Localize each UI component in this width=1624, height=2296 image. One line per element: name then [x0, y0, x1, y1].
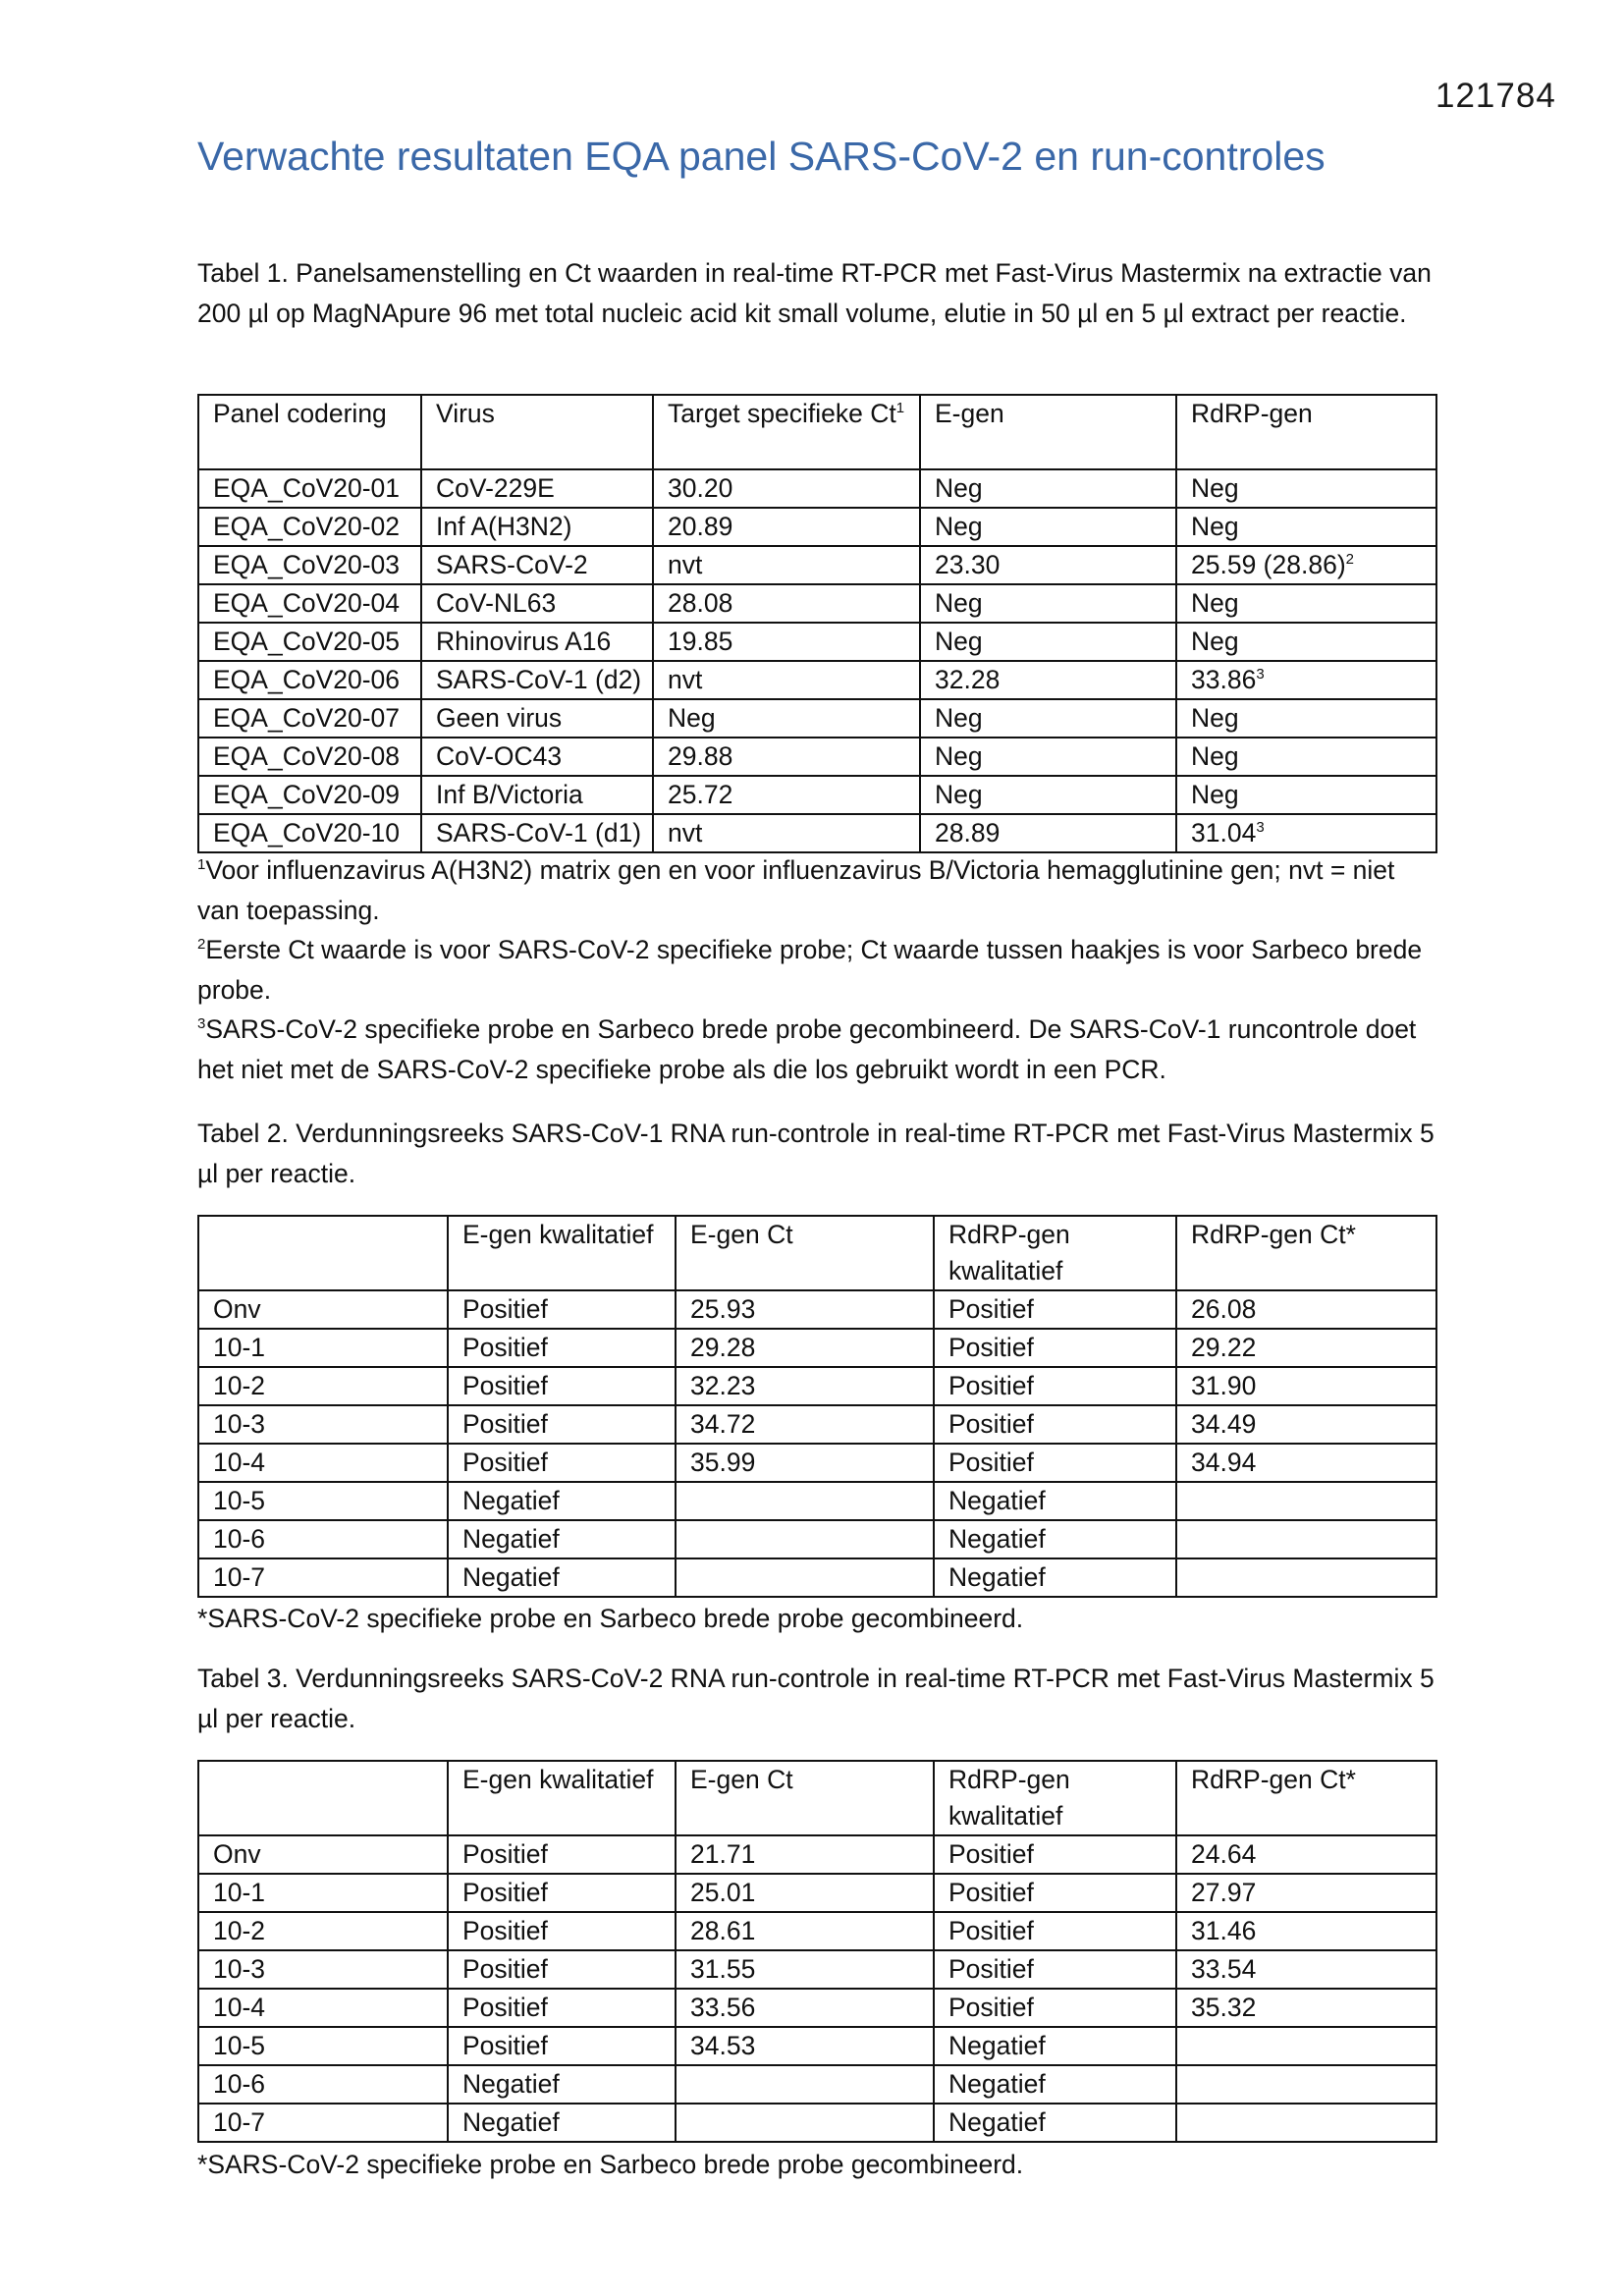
table-cell: Neg: [920, 738, 1176, 776]
table-cell: Rhinovirus A16: [421, 623, 653, 661]
table-row: [198, 1950, 1436, 1989]
table-cell: 10-2: [198, 1912, 448, 1950]
table-cell: 10-3: [198, 1405, 448, 1444]
table-cell: 28.08: [653, 584, 920, 623]
table-cell: [676, 1482, 934, 1520]
table-cell: 10-1: [198, 1329, 448, 1367]
table-cell: [1176, 1482, 1436, 1520]
footnote-ref: 3: [1256, 666, 1265, 683]
table-cell: 23.30: [920, 546, 1176, 584]
table3-caption: Tabel 3. Verdunningsreeks SARS-CoV-2 RNA run-controle in real-time RT-PCR met Fast-Virus Mastermix 5 µl per reactie.: [197, 1664, 1435, 1733]
table-cell: [676, 1558, 934, 1597]
table1-header-cell: Target specifieke Ct$^1$: [653, 395, 920, 469]
table-cell: 34.53: [676, 2027, 934, 2065]
doc-number: 121784: [1435, 77, 1556, 115]
footnote-ref: 3: [1256, 819, 1265, 836]
table-cell: 25.59 $(28.86)^2$: [1176, 546, 1436, 584]
table-cell: [1176, 2065, 1436, 2104]
table-cell: Inf A(H3N2): [421, 508, 653, 546]
table-cell: 10-6: [198, 1520, 448, 1558]
table-cell: Positief: [934, 1989, 1176, 2027]
table3-header-cell: E-gen kwalitatief: [448, 1761, 676, 1835]
table2-header-cell: [198, 1216, 448, 1290]
table1-header-cell: E-gen: [920, 395, 1176, 469]
table-cell: Positief: [934, 1444, 1176, 1482]
table-cell: EQA_CoV20-06: [198, 661, 421, 699]
table-cell: Neg: [1176, 508, 1436, 546]
table-cell: [1176, 2027, 1436, 2065]
table-cell: 10-5: [198, 1482, 448, 1520]
table-cell: Positief: [934, 1835, 1176, 1874]
table-cell: Onv: [198, 1290, 448, 1329]
table-cell: Positief: [934, 1290, 1176, 1329]
table-cell: Positief: [934, 1367, 1176, 1405]
table-cell: 29.88: [653, 738, 920, 776]
table-cell: Neg: [1176, 699, 1436, 738]
footnote-2: $^2$Eerste Ct waarde is voor SARS-CoV-2 specifieke probe; Ct waarde tussen haakjes is voor Sarbeco brede probe.: [197, 935, 1423, 1005]
table-row: [198, 1912, 1436, 1950]
table-cell: nvt: [653, 814, 920, 852]
table-cell: Positief: [934, 1912, 1176, 1950]
table-cell: CoV-229E: [421, 469, 653, 508]
table-cell: 27.97: [1176, 1874, 1436, 1912]
table-cell: [676, 2065, 934, 2104]
table-cell: 25.72: [653, 776, 920, 814]
table-cell: Positief: [448, 1444, 676, 1482]
table1-header-cell: Panel codering: [198, 395, 421, 469]
table-cell: 10-5: [198, 2027, 448, 2065]
page-title: Verwachte resultaten EQA panel SARS-CoV-2 en run-controles: [197, 134, 1326, 179]
table-row: [198, 2065, 1436, 2104]
table-cell: Neg: [920, 469, 1176, 508]
table1: [197, 394, 1437, 853]
table-cell: 32.28: [920, 661, 1176, 699]
table-cell: 24.64: [1176, 1835, 1436, 1874]
table-row: [198, 814, 1436, 852]
table-cell: Neg: [920, 508, 1176, 546]
table-cell: CoV-NL63: [421, 584, 653, 623]
table3-header-cell: E-gen Ct: [676, 1761, 934, 1835]
table-cell: 25.01: [676, 1874, 934, 1912]
table-cell: Positief: [934, 1874, 1176, 1912]
table-cell: 10-7: [198, 2104, 448, 2142]
table-cell: SARS-CoV-2: [421, 546, 653, 584]
table-row: [198, 1482, 1436, 1520]
table-cell: Negatief: [448, 2104, 676, 2142]
table-row: [198, 508, 1436, 546]
table-row: [198, 546, 1436, 584]
table-cell: EQA_CoV20-09: [198, 776, 421, 814]
footnote-mark: 1: [197, 856, 206, 873]
table-row: [198, 469, 1436, 508]
footnote-1: $^1$Voor influenzavirus A(H3N2) matrix gen en voor influenzavirus B/Victoria hemagglutinine gen; nvt = niet van toepassing.: [197, 855, 1395, 925]
table-cell: 10-2: [198, 1367, 448, 1405]
table-cell: Neg: [920, 623, 1176, 661]
table-row: [198, 2104, 1436, 2142]
table-row: [198, 1558, 1436, 1597]
table-row: [198, 1405, 1436, 1444]
table-row: [198, 1367, 1436, 1405]
table-cell: Positief: [448, 1912, 676, 1950]
table-row: [198, 1874, 1436, 1912]
table-cell: 19.85: [653, 623, 920, 661]
table-cell: EQA_CoV20-02: [198, 508, 421, 546]
table-cell: Neg: [1176, 738, 1436, 776]
table-cell: Positief: [448, 1835, 676, 1874]
table-cell: 21.71: [676, 1835, 934, 1874]
table-cell: Neg: [1176, 469, 1436, 508]
table-cell: 35.99: [676, 1444, 934, 1482]
table-cell: 26.08: [1176, 1290, 1436, 1329]
table-row: [198, 1989, 1436, 2027]
table-cell: Neg: [653, 699, 920, 738]
table-cell: [1176, 1520, 1436, 1558]
table-cell: 25.93: [676, 1290, 934, 1329]
table-cell: 20.89: [653, 508, 920, 546]
table-cell: 28.61: [676, 1912, 934, 1950]
table-row: [198, 2027, 1436, 2065]
footnote-ref: 2: [1345, 551, 1354, 568]
table-cell: 10-4: [198, 1989, 448, 2027]
table-cell: 33.56: [676, 1989, 934, 2027]
table2-header-cell: RdRP-gen Ct*: [1176, 1216, 1436, 1290]
table-cell: Positief: [448, 1367, 676, 1405]
table3-footnote: *SARS-CoV-2 specifieke probe en Sarbeco brede probe gecombineerd.: [197, 2150, 1024, 2179]
footnote-ref: 1: [895, 400, 905, 416]
table-cell: EQA_CoV20-07: [198, 699, 421, 738]
table-cell: 31.04$^3$: [1176, 814, 1436, 852]
table-cell: SARS-CoV-1 (d1): [421, 814, 653, 852]
table2-header-cell: E-gen Ct: [676, 1216, 934, 1290]
table-cell: Negatief: [448, 2065, 676, 2104]
table-cell: 33.54: [1176, 1950, 1436, 1989]
table-cell: EQA_CoV20-08: [198, 738, 421, 776]
table-row: [198, 1835, 1436, 1874]
table-cell: Positief: [448, 1874, 676, 1912]
table-cell: Neg: [1176, 623, 1436, 661]
footnote-mark: 2: [197, 936, 206, 953]
table-cell: CoV-OC43: [421, 738, 653, 776]
table3: [197, 1760, 1437, 2143]
table-cell: 10-6: [198, 2065, 448, 2104]
table-cell: Positief: [448, 1950, 676, 1989]
table-cell: Negatief: [934, 1520, 1176, 1558]
table-row: [198, 623, 1436, 661]
footnote-mark: 3: [197, 1015, 206, 1032]
table-cell: Neg: [920, 584, 1176, 623]
table-cell: Negatief: [934, 1558, 1176, 1597]
table-cell: EQA_CoV20-03: [198, 546, 421, 584]
table3-header-cell: RdRP-gen Ct*: [1176, 1761, 1436, 1835]
table-cell: Positief: [934, 1329, 1176, 1367]
table-cell: SARS-CoV-1 (d2): [421, 661, 653, 699]
table-cell: Positief: [934, 1405, 1176, 1444]
table-cell: Neg: [1176, 584, 1436, 623]
table-row: [198, 1290, 1436, 1329]
table-cell: Onv: [198, 1835, 448, 1874]
table-cell: Negatief: [934, 2027, 1176, 2065]
table-cell: 31.90: [1176, 1367, 1436, 1405]
table-cell: Positief: [934, 1950, 1176, 1989]
table-cell: Positief: [448, 1405, 676, 1444]
table-cell: 34.49: [1176, 1405, 1436, 1444]
table-cell: [1176, 2104, 1436, 2142]
table-cell: Neg: [920, 776, 1176, 814]
table3-header-row: [198, 1761, 1436, 1835]
table-cell: 28.89: [920, 814, 1176, 852]
table-row: [198, 584, 1436, 623]
table-cell: nvt: [653, 546, 920, 584]
table-cell: 10-4: [198, 1444, 448, 1482]
table-cell: EQA_CoV20-04: [198, 584, 421, 623]
table-cell: Negatief: [448, 1482, 676, 1520]
table-cell: 34.94: [1176, 1444, 1436, 1482]
table-cell: 33.86$^3$: [1176, 661, 1436, 699]
table-cell: [676, 1520, 934, 1558]
table-row: [198, 776, 1436, 814]
table-cell: EQA_CoV20-01: [198, 469, 421, 508]
table-cell: Negatief: [448, 1558, 676, 1597]
table-cell: Negatief: [934, 1482, 1176, 1520]
table-cell: 29.28: [676, 1329, 934, 1367]
table2: [197, 1215, 1437, 1598]
table-cell: 31.55: [676, 1950, 934, 1989]
table-cell: Positief: [448, 1290, 676, 1329]
table-cell: Negatief: [934, 2065, 1176, 2104]
table-row: [198, 738, 1436, 776]
footnote-3: $^3$SARS-CoV-2 specifieke probe en Sarbeco brede probe gecombineerd. De SARS-CoV-1 runcontrole doet het niet met de SARS-CoV-2 specifieke probe als die los gebruikt wordt in een PCR.: [197, 1014, 1417, 1084]
table-row: [198, 661, 1436, 699]
table-cell: 30.20: [653, 469, 920, 508]
table-cell: Positief: [448, 1329, 676, 1367]
table-row: [198, 1444, 1436, 1482]
table-cell: [1176, 1558, 1436, 1597]
table2-header-cell: RdRP-gen kwalitatief: [934, 1216, 1176, 1290]
table-cell: Neg: [1176, 776, 1436, 814]
table2-header-row: [198, 1216, 1436, 1290]
table2-footnote: *SARS-CoV-2 specifieke probe en Sarbeco brede probe gecombineerd.: [197, 1604, 1024, 1633]
table-cell: EQA_CoV20-10: [198, 814, 421, 852]
table-cell: 10-7: [198, 1558, 448, 1597]
table-cell: Positief: [448, 2027, 676, 2065]
table-cell: nvt: [653, 661, 920, 699]
table-cell: Negatief: [934, 2104, 1176, 2142]
table-cell: Positief: [448, 1989, 676, 2027]
table3-header-cell: RdRP-gen kwalitatief: [934, 1761, 1176, 1835]
table-cell: 10-1: [198, 1874, 448, 1912]
table-cell: [676, 2104, 934, 2142]
table-cell: EQA_CoV20-05: [198, 623, 421, 661]
table-cell: Inf B/Victoria: [421, 776, 653, 814]
table-cell: 32.23: [676, 1367, 934, 1405]
table-cell: 29.22: [1176, 1329, 1436, 1367]
table2-header-cell: E-gen kwalitatief: [448, 1216, 676, 1290]
table-row: [198, 1329, 1436, 1367]
table-row: [198, 1520, 1436, 1558]
table1-caption: Tabel 1. Panelsamenstelling en Ct waarden in real-time RT-PCR met Fast-Virus Mastermix na extractie van 200 µl op MagNApure 96 met total nucleic acid kit small volume, elutie in 50 µl en 5 µl extract per reactie.: [197, 258, 1432, 328]
table-cell: Negatief: [448, 1520, 676, 1558]
table-cell: 34.72: [676, 1405, 934, 1444]
table-cell: 35.32: [1176, 1989, 1436, 2027]
table-cell: Geen virus: [421, 699, 653, 738]
table-cell: 31.46: [1176, 1912, 1436, 1950]
table-cell: 10-3: [198, 1950, 448, 1989]
table2-caption: Tabel 2. Verdunningsreeks SARS-CoV-1 RNA run-controle in real-time RT-PCR met Fast-Virus Mastermix 5 µl per reactie.: [197, 1119, 1435, 1188]
table-row: [198, 699, 1436, 738]
table1-header-cell: RdRP-gen: [1176, 395, 1436, 469]
table1-header-cell: Virus: [421, 395, 653, 469]
table-cell: Neg: [920, 699, 1176, 738]
table1-header-row: [198, 395, 1436, 469]
table3-header-cell: [198, 1761, 448, 1835]
